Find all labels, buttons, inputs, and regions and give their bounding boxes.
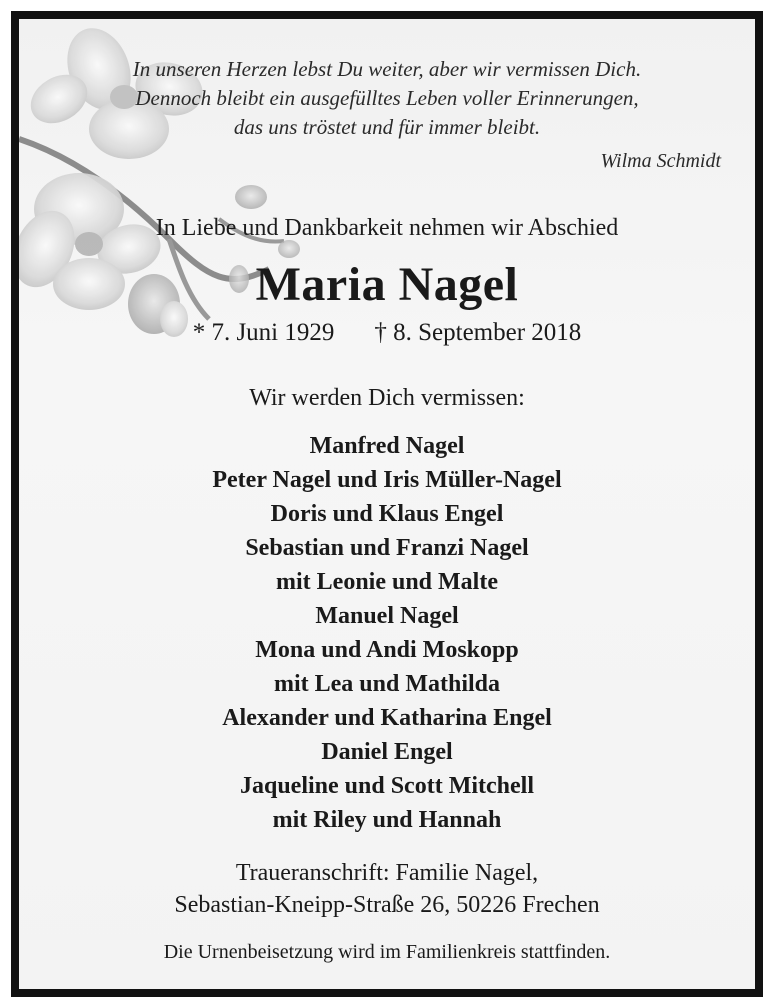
mourner-item: mit Leonie und Malte — [276, 569, 498, 595]
poem-author: Wilma Schmidt — [600, 150, 721, 172]
birth-date: * 7. Juni 1929 — [192, 319, 335, 346]
mourners-list — [19, 429, 755, 837]
mourner-item: Alexander und Katharina Engel — [222, 705, 552, 731]
poem-line: Dennoch bleibt ein ausgefülltes Leben voller Erinnerungen, — [135, 86, 639, 110]
mourner-item: Manuel Nagel — [315, 603, 459, 629]
poem-line: das uns tröstet und für immer bleibt. — [233, 115, 541, 139]
death-date: † 8. September 2018 — [374, 319, 582, 346]
burial-notice: Die Urnenbeisetzung wird im Familienkreis stattfinden. — [163, 941, 611, 963]
poem-line: In unseren Herzen lebst Du weiter, aber wir vermissen Dich. — [132, 57, 642, 81]
poem — [19, 55, 755, 142]
mourning-address — [19, 857, 755, 921]
address-line-2: Sebastian-Kneipp-Straße 26, 50226 Frechen — [174, 892, 600, 918]
mourner-item: Peter Nagel und Iris Müller-Nagel — [212, 467, 562, 493]
missing-line: Wir werden Dich vermissen: — [249, 385, 525, 411]
address-line-1: Traueranschrift: Familie Nagel, — [235, 860, 539, 886]
mourner-item: Doris und Klaus Engel — [270, 501, 504, 527]
mourner-item: Mona und Andi Moskopp — [255, 637, 519, 663]
life-dates — [19, 319, 755, 347]
farewell-intro: In Liebe und Dankbarkeit nehmen wir Abschied — [155, 215, 619, 241]
mourner-item: Manfred Nagel — [309, 433, 465, 459]
obituary-frame — [11, 11, 763, 997]
mourner-item: Jaqueline und Scott Mitchell — [239, 773, 534, 799]
deceased-name: Maria Nagel — [255, 258, 519, 311]
mourner-item: Sebastian und Franzi Nagel — [245, 535, 529, 561]
mourner-item: mit Riley und Hannah — [272, 807, 502, 833]
mourner-item: mit Lea und Mathilda — [273, 671, 501, 697]
mourner-item: Daniel Engel — [321, 739, 453, 765]
